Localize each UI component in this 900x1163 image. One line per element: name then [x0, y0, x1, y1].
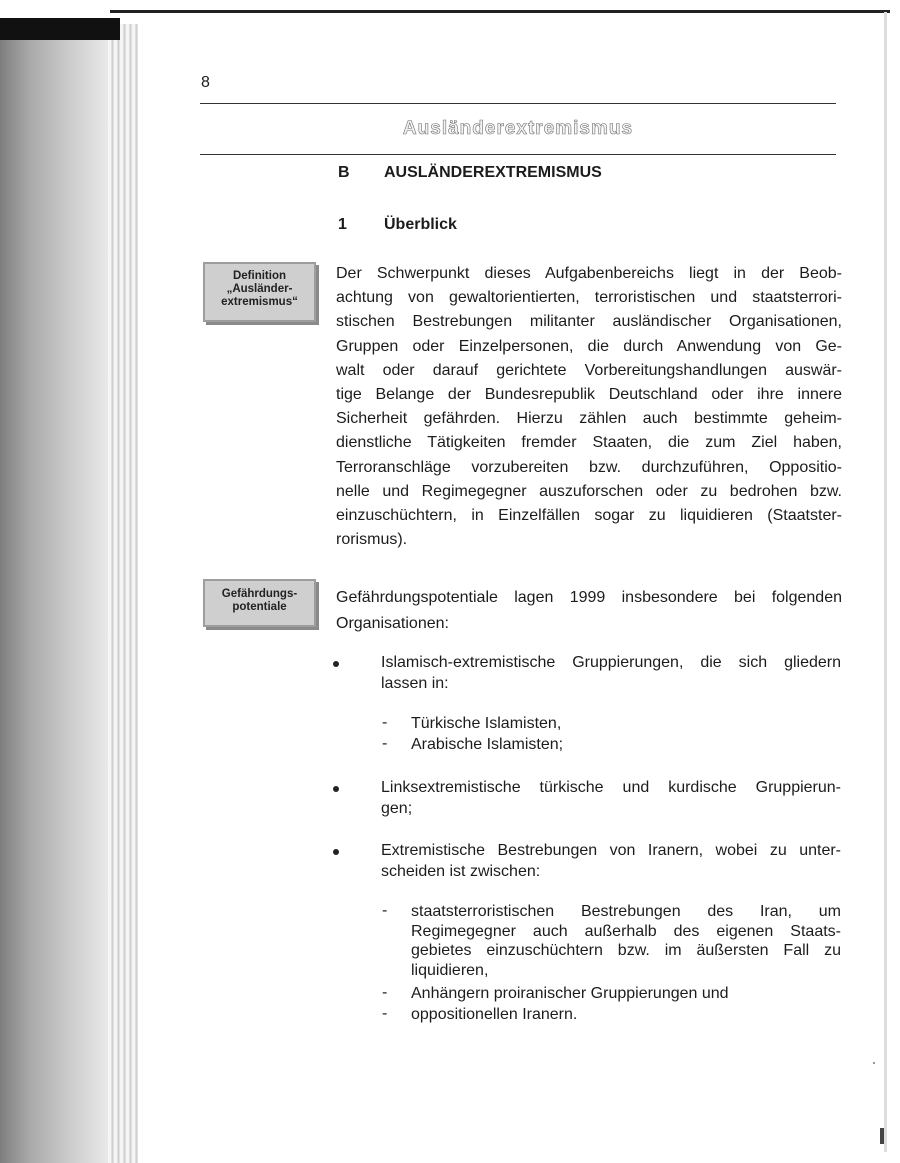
paragraph-definition [336, 262, 842, 552]
margin-note-definition [203, 262, 316, 322]
text-line: achtung von gewaltorientierten, terroristischen und staatsterrori- [336, 289, 842, 307]
sub-item [411, 1005, 841, 1025]
margin-note-line: „Ausländer- [226, 283, 293, 295]
text-line: walt oder darauf gerichtete Vorbereitungshandlungen auswär- [336, 361, 842, 379]
text-line: Extremistische Bestrebungen von Iranern, wobei zu unter- [381, 842, 841, 859]
text-line: stischen Bestrebungen militanter ausländischer Organisationen, [336, 313, 842, 331]
running-head: Ausländerextremismus [402, 118, 634, 139]
text-line: Linksextremistische türkische und kurdische Gruppierun- [381, 779, 841, 796]
text-line: Türkische Islamisten, [411, 715, 562, 732]
scan-right-edge [884, 12, 887, 1152]
text-line: oppositionellen Iranern. [411, 1006, 578, 1023]
text-line: nelle und Regimegegner auszuforschen oder zu bedrohen bzw. [336, 482, 842, 500]
text-line: gebietes einzuschüchtern bzw. im äußersten Fall zu [411, 942, 841, 959]
subsection-number: 1 [338, 216, 347, 233]
text-line: Terroranschläge vorzubereiten bzw. durchzuführen, Oppositio- [336, 458, 842, 476]
margin-note-gefaehrdung [203, 579, 316, 627]
scan-corner-block [0, 18, 120, 40]
scan-page-edges [108, 24, 138, 1163]
dash-icon: - [382, 1005, 388, 1022]
section-title: AUSLÄNDEREXTREMISMUS [384, 164, 602, 181]
text-line: Regimegegner auch außerhalb des eigenen Staats- [411, 922, 841, 940]
text-line: rorismus). [336, 531, 408, 549]
subsection-title: Überblick [384, 216, 457, 233]
text-line: tige Belange der Bundesrepublik Deutschland oder ihre innere [336, 386, 842, 404]
bullet-icon [333, 849, 339, 855]
text-line: Islamisch-extremistische Gruppierungen, die sich gliedern [381, 654, 841, 671]
bullet-item [381, 840, 841, 882]
bullet-icon [333, 661, 339, 667]
text-line: Sicherheit gefährden. Hierzu zählen auch bestimmte geheim- [336, 410, 842, 428]
bullet-icon [333, 786, 339, 792]
text-line: scheiden ist zwischen: [381, 863, 541, 880]
text-line: gen; [381, 800, 413, 817]
margin-note-line: Definition [232, 270, 287, 282]
text-line: Anhängern proiranischer Gruppierungen und [411, 985, 729, 1002]
sub-item [411, 984, 841, 1004]
text-line: Gefährdungspotentiale lagen 1999 insbesondere bei folgenden [336, 589, 842, 606]
scan-speck [873, 1062, 875, 1064]
header-rule-bottom [200, 154, 836, 155]
section-letter: B [338, 164, 350, 181]
dash-icon: - [382, 984, 388, 1001]
scan-left-shadow [0, 38, 118, 1163]
sub-item [411, 735, 841, 755]
scan-top-rule [110, 10, 890, 13]
sub-item [411, 714, 841, 734]
header-rule-top [200, 103, 836, 104]
text-line: lassen in: [381, 675, 449, 692]
dash-icon: - [382, 714, 388, 731]
bullet-item [381, 777, 841, 819]
text-line: Organisationen: [336, 615, 449, 632]
text-line: staatsterroristischen Bestrebungen des Iran, um [411, 903, 841, 920]
text-line: einzuschüchtern, in Einzelfällen sogar zu liquidieren (Staatster- [336, 507, 842, 525]
dash-icon: - [382, 735, 388, 752]
page-number: 8 [201, 74, 210, 91]
margin-note-line: extremismus“ [221, 296, 298, 308]
text-line: liquidieren, [411, 961, 489, 979]
bullet-item [381, 652, 841, 694]
margin-note-line: Gefährdungs- [221, 588, 298, 600]
text-line: dienstliche Tätigkeiten fremder Staaten, die zum Ziel haben, [336, 434, 842, 452]
text-line: Der Schwerpunkt dieses Aufgabenbereichs liegt in der Beob- [336, 265, 842, 282]
scan-right-mark [880, 1128, 884, 1144]
margin-note-line: potentiale [232, 601, 287, 613]
sub-item [411, 902, 841, 980]
text-line: Arabische Islamisten; [411, 736, 564, 753]
text-line: Gruppen oder Einzelpersonen, die durch Anwendung von Ge- [336, 337, 842, 355]
dash-icon: - [382, 902, 388, 919]
paragraph-gefaehrdung [336, 585, 842, 637]
